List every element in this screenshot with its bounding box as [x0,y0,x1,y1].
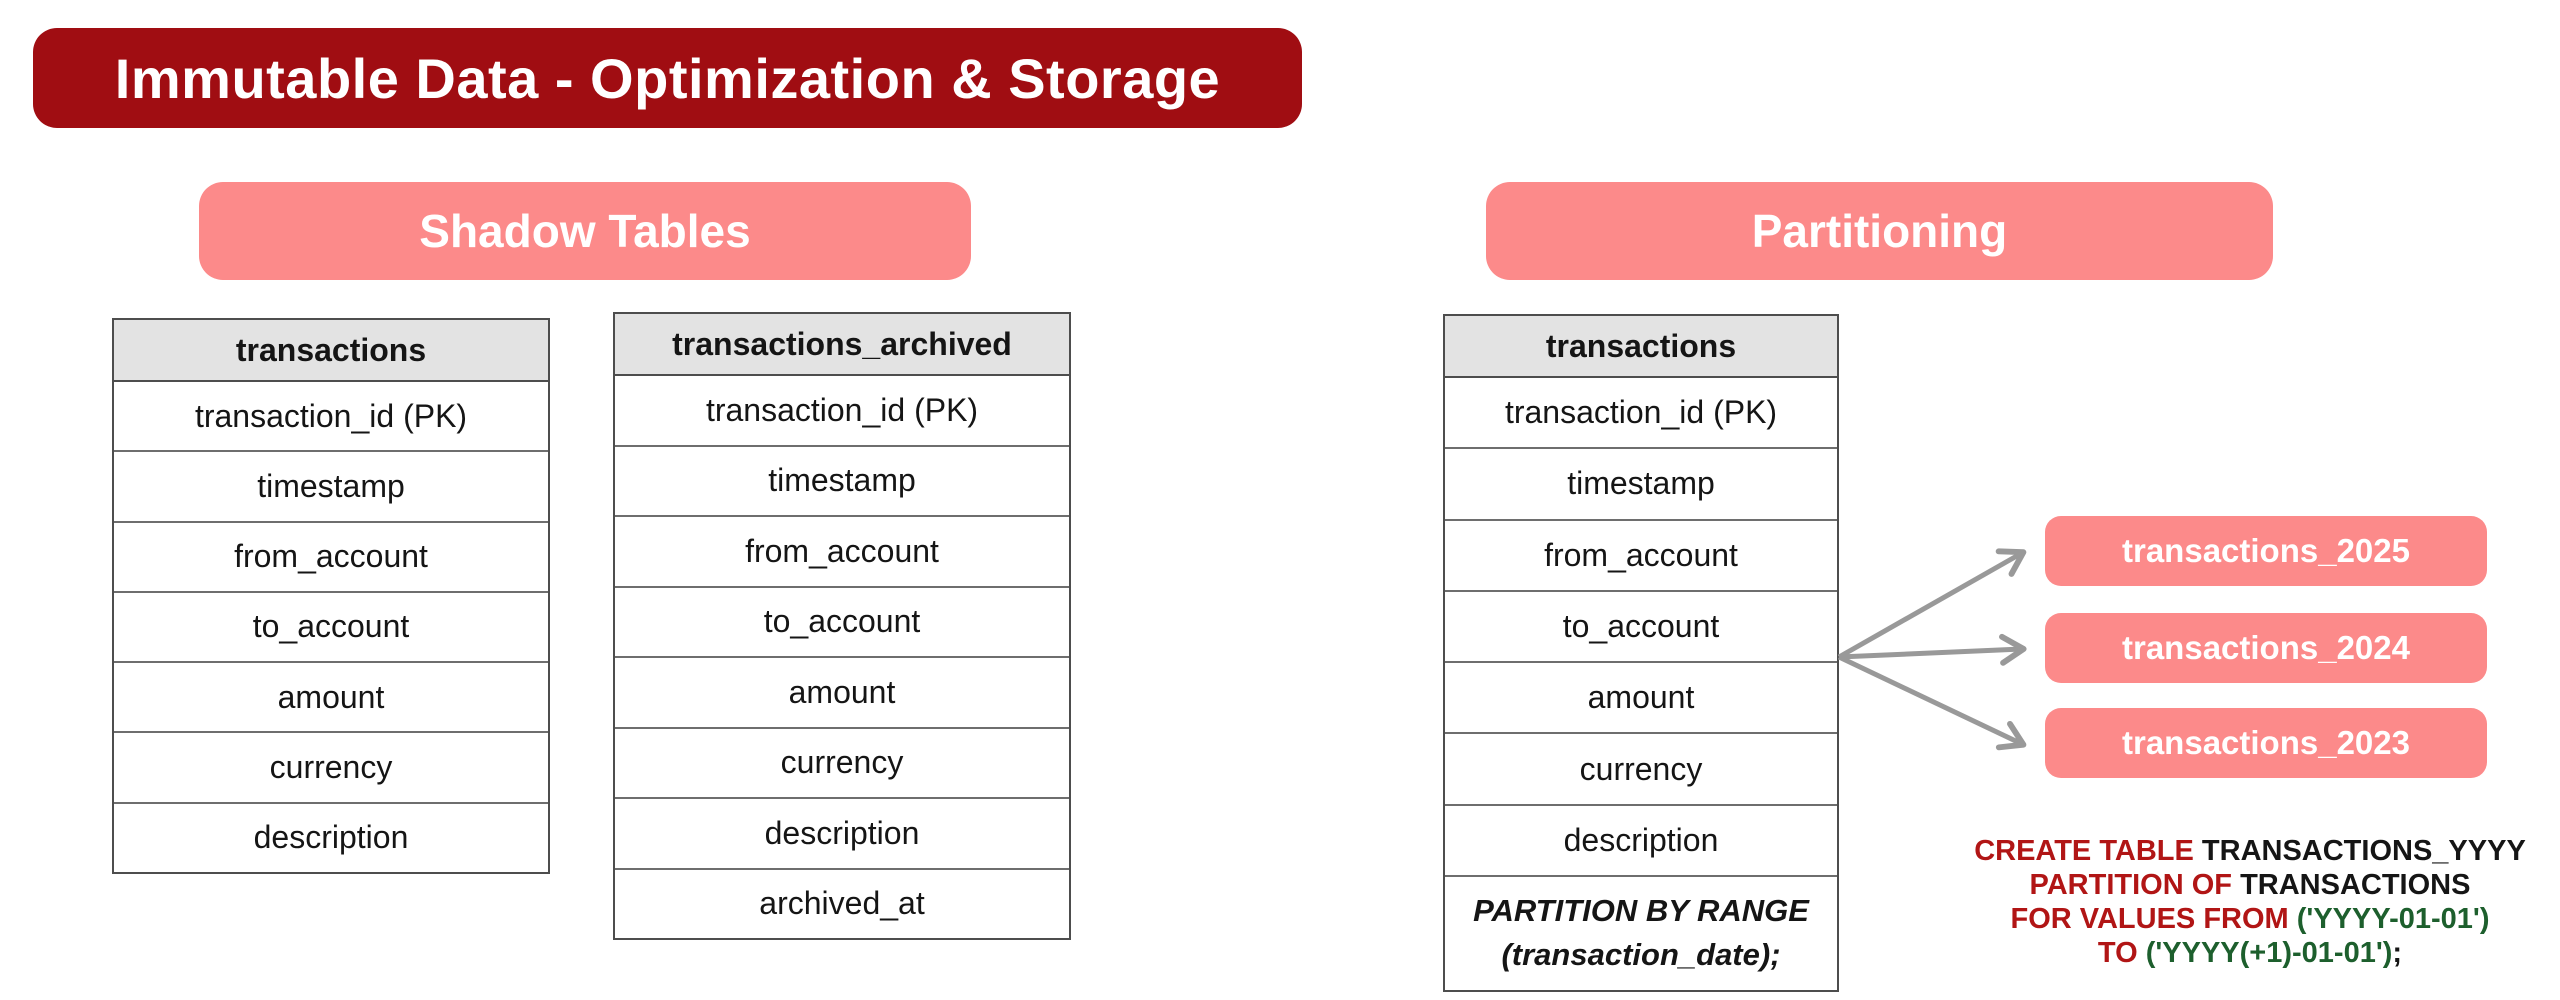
arrow-to-transactions-2025 [1839,553,2022,657]
partition-label: transactions_2023 [2122,724,2410,761]
sql-line-1 [1940,834,2560,868]
sql-keyword: CREATE TABLE [1974,835,2194,867]
table-title: transactions [1445,316,1837,378]
sql-identifier: TRANSACTIONS_YYYY [2201,835,2526,867]
sql-keyword: PARTITION OF [2029,869,2232,901]
partition-label: transactions_2024 [2122,629,2410,666]
table-row: description [1445,806,1837,877]
table-transactions-archived [613,312,1071,940]
table-row: timestamp [1445,449,1837,520]
table-row: archived_at [759,885,925,922]
partition-box-2025 [2045,516,2487,586]
partition-label: transactions_2025 [2122,532,2410,569]
sql-line-2 [1940,868,2560,902]
table-title: transactions [114,320,548,382]
table-row: transaction_id (PK) [615,376,1069,447]
sql-keyword: FOR VALUES FROM [2010,903,2289,935]
table-row: from_account [114,523,548,593]
table-row: description [253,819,409,856]
table-row: timestamp [615,447,1069,518]
table-transactions-partitioned [1443,314,1839,992]
sql-literal: ('YYYY(+1)-01-01') [2145,937,2393,969]
sql-identifier: TRANSACTIONS [2240,869,2471,901]
table-row: currency [114,733,548,803]
table-transactions [112,318,550,874]
partition-box-2024 [2045,613,2487,683]
table-row: transaction_id (PK) [114,382,548,452]
arrow-to-transactions-2024 [1839,649,2022,657]
section-header-partitioning [1486,182,2273,280]
table-row: to_account [1445,592,1837,663]
table-row: description [615,799,1069,870]
table-row: timestamp [114,452,548,522]
arrow-to-transactions-2023 [1839,657,2022,744]
partition-by-range-note [1445,877,1837,990]
partition-note-line1: PARTITION BY RANGE [1473,893,1809,929]
sql-terminator: ; [2392,937,2403,969]
sql-keyword: TO [2097,937,2138,969]
create-partition-sql [1940,834,2560,970]
table-row: transaction_id (PK) [1445,378,1837,449]
table-row: to_account [114,593,548,663]
page-title: Immutable Data - Optimization & Storage [114,46,1221,110]
partition-note-line2: (transaction_date); [1501,937,1781,973]
table-row: from_account [1445,521,1837,592]
section-header-shadow-tables [199,182,971,280]
table-row: currency [1445,734,1837,805]
sql-line-4 [1940,936,2560,970]
table-row: currency [615,729,1069,800]
table-title: transactions_archived [615,314,1069,376]
sql-line-3 [1940,902,2560,936]
table-row: amount [114,663,548,733]
table-row: to_account [615,588,1069,659]
table-row: from_account [615,517,1069,588]
title-banner [33,28,1302,128]
section-title: Shadow Tables [419,205,751,257]
section-title: Partitioning [1751,205,2008,257]
table-row: amount [615,658,1069,729]
sql-literal: ('YYYY-01-01') [2296,903,2490,935]
partition-box-2023 [2045,708,2487,778]
table-row: amount [1445,663,1837,734]
